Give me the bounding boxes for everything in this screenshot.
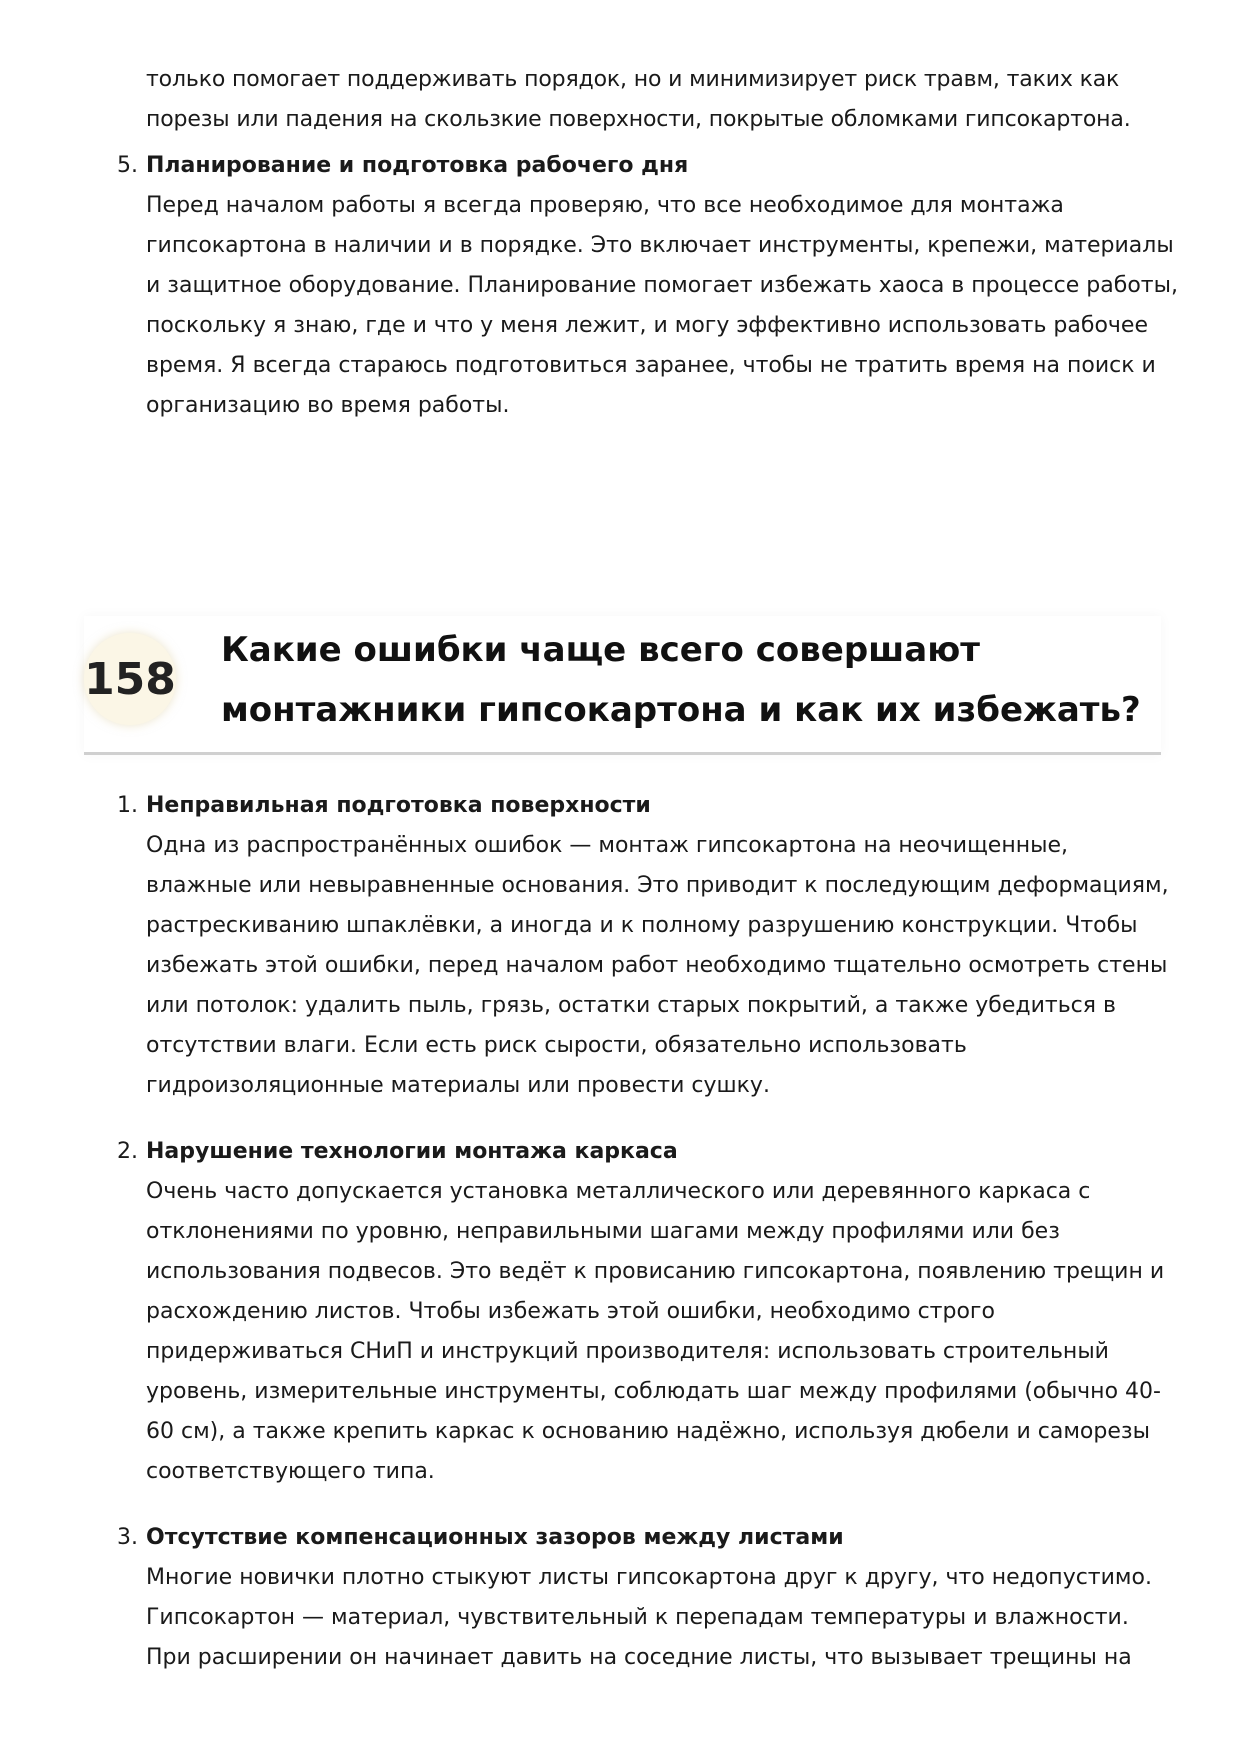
list-item-text: Перед началом работы я всегда проверяю, что все необходимое для монтажа гипсокартона в наличии и в порядке. Это включает инструменты, крепежи, материалы и защитное оборудование. Планирование помогает избежать хаоса в процессе работы, поскольку я знаю, где и что у меня лежит, и могу эффективно использовать рабочее время. Я всегда стараюсь подготовиться заранее, чтобы не тратить время на поиск и организацию во время работы. [146, 193, 1178, 418]
list-item-title: Отсутствие компенсационных зазоров между листами [146, 1525, 844, 1550]
list-item-number: 1. [117, 793, 138, 818]
continuation-paragraph: только помогает поддерживать порядок, но и минимизирует риск травм, таких как порезы или падения на скользкие поверхности, покрытые обломками гипсокартона. [146, 67, 1131, 132]
list-item [0, 786, 1239, 1106]
list-item-text: Очень часто допускается установка металлического или деревянного каркаса с отклонениями по уровню, неправильными шагами между профилями или без использования подвесов. Это ведёт к провисанию гипсокартона, появлению трещин и расхождению листов. Чтобы избежать этой ошибки, необходимо строго придерживаться СНиП и инструкций производителя: использовать строительный уровень, измерительные инструменты, соблюдать шаг между профилями (обычно 40-60 см), а также крепить каркас к основанию надёжно, используя дюбели и саморезы соответствующего типа. [146, 1179, 1165, 1484]
list-item-number: 5. [117, 153, 138, 178]
list-item-number: 2. [117, 1139, 138, 1164]
main-numbered-list [0, 786, 1239, 1704]
section-title: Какие ошибки чаще всего совершают монтажники гипсокартона и как их избежать? [221, 630, 1141, 730]
section-header [84, 616, 1161, 755]
list-item [0, 146, 1239, 426]
list-item-title: Планирование и подготовка рабочего дня [146, 153, 689, 178]
list-item-title: Неправильная подготовка поверхности [146, 793, 651, 818]
list-item-text: Многие новички плотно стыкуют листы гипсокартона друг к другу, что недопустимо. Гипсокартон — материал, чувствительный к перепадам температуры и влажности. При расширении он начинает давить на соседние листы, что вызывает трещины на [146, 1565, 1152, 1670]
list-item-text: Одна из распространённых ошибок — монтаж гипсокартона на неочищенные, влажные или невыравненные основания. Это приводит к последующим деформациям, растрескиванию шпаклёвки, а иногда и к полному разрушению конструкции. Чтобы избежать этой ошибки, перед началом работ необходимо тщательно осмотреть стены или потолок: удалить пыль, грязь, остатки старых покрытий, а также убедиться в отсутствии влаги. Если есть риск сырости, обязательно использовать гидроизоляционные материалы или провести сушку. [146, 833, 1169, 1098]
top-numbered-list [0, 146, 1239, 452]
list-item [0, 1518, 1239, 1678]
section-number-badge: 158 [84, 633, 176, 725]
list-item-number: 3. [117, 1525, 138, 1550]
list-item [0, 1132, 1239, 1492]
list-item-title: Нарушение технологии монтажа каркаса [146, 1139, 678, 1164]
